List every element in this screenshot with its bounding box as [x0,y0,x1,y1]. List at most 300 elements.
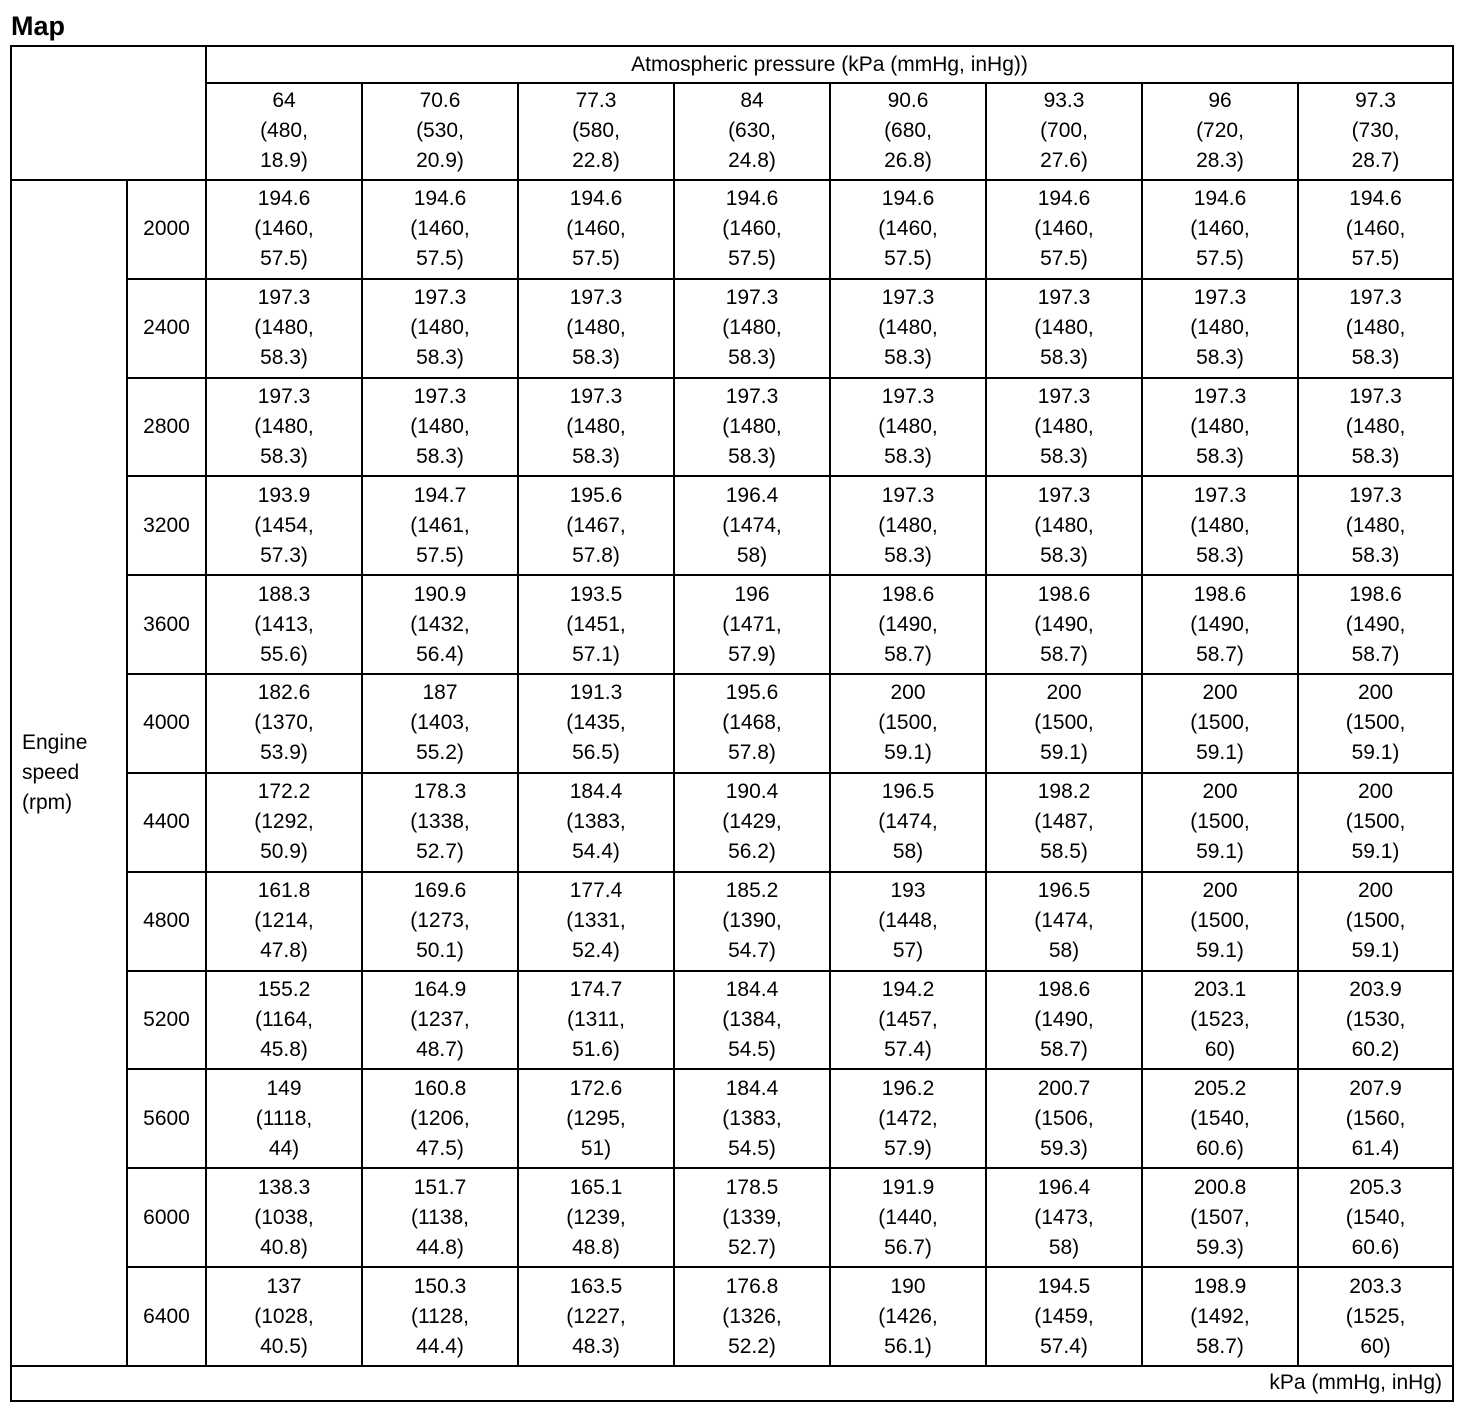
table-row [11,1267,1453,1366]
cell-line: (1206, [410,1106,470,1130]
cell-line: (1429, [722,810,782,834]
cell-line: 57.9) [884,1136,932,1160]
cell-line: 58.3) [1196,444,1244,468]
value-cell [362,180,518,279]
cell-line: 155.2 [257,978,311,1002]
value-cell [1298,378,1453,477]
cell-line: (1480, [410,316,470,340]
value-cell [830,476,986,575]
value-cell [206,872,362,971]
value-cell [518,575,674,674]
cell-line: 57.5) [416,247,464,271]
cell-line: 197.3 [413,286,467,310]
cell-line: 57.5) [416,543,464,567]
cell-line: (1390, [722,909,782,933]
cell-line: 190.9 [413,582,467,606]
cell-line: 58) [1048,1235,1080,1259]
cell-line: 203.3 [1349,1274,1402,1298]
cell-line: 207.9 [1349,1076,1402,1100]
value-cell [1298,872,1453,971]
cell-line: (1460, [1034,217,1094,241]
cell-line: 58) [1048,939,1080,963]
value-cell [830,575,986,674]
value-cell [830,872,986,971]
value-cell [830,971,986,1070]
cell-line: (1500, [1190,711,1250,735]
cell-line: 200.8 [1193,1175,1247,1199]
cell-line: (1480, [410,414,470,438]
cell-line: 58.7) [1351,642,1400,666]
cell-line: (1500, [878,711,938,735]
cell-line: 165.1 [569,1175,623,1199]
value-cell [518,180,674,279]
cell-line: 197.3 [881,286,935,310]
value-cell [1142,180,1298,279]
cell-line: (1118, [255,1106,313,1130]
cell-line: 93.3 [1043,89,1085,113]
cell-line: (1480, [722,414,782,438]
cell-line: 28.3) [1196,149,1244,173]
value-cell [518,1267,674,1366]
value-cell [830,674,986,773]
pressure-column-header [206,83,362,180]
value-cell [362,1168,518,1267]
cell-line: (1383, [722,1106,782,1130]
cell-line: 198.2 [1037,780,1091,804]
cell-line: 51) [580,1136,612,1160]
cell-line: (580, [572,119,620,143]
cell-line: 27.6) [1040,149,1088,173]
cell-line: 58) [892,840,924,864]
cell-line: 59.3) [1196,1235,1244,1259]
cell-line: 52.7) [416,840,464,864]
cell-line: 197.3 [881,384,935,408]
cell-line: 57) [892,939,924,963]
cell-line: (1540, [1190,1106,1250,1130]
value-cell [1142,872,1298,971]
rpm-cell: 4000 [127,674,206,773]
cell-line: (1560, [1345,1106,1406,1130]
cell-line: 57.8) [572,543,620,567]
cell-line: (1426, [878,1304,938,1328]
cell-line: 196.5 [1037,879,1091,903]
cell-line: 164.9 [413,978,467,1002]
cell-line: 195.6 [569,483,623,507]
value-cell [1298,575,1453,674]
rpm-cell: 3600 [127,575,206,674]
cell-line: 205.2 [1193,1076,1247,1100]
cell-line: (1525, [1345,1304,1406,1328]
cell-line: 56.7) [884,1235,932,1259]
cell-line: (1295, [566,1106,626,1130]
value-cell [674,1267,830,1366]
value-cell [518,1168,674,1267]
cell-line: 197.3 [413,384,467,408]
cell-line: 194.6 [1037,187,1091,211]
value-cell [674,575,830,674]
cell-line: (1490, [1345,612,1406,636]
cell-line: 194.6 [1193,187,1247,211]
rpm-cell: 5200 [127,971,206,1070]
cell-line: 84 [740,89,764,113]
value-cell [1298,1267,1453,1366]
value-cell [674,971,830,1070]
cell-line: 58.3) [728,346,776,370]
value-cell [1142,971,1298,1070]
cell-line: 196 [734,582,770,606]
cell-line: 56.4) [416,642,464,666]
cell-line: 58.3) [1040,543,1088,567]
cell-line: (1480, [878,316,938,340]
cell-line: 190 [890,1274,926,1298]
cell-line: 54.7) [728,939,776,963]
cell-line: 56.5) [572,741,620,765]
value-cell [1298,180,1453,279]
cell-line: 194.6 [413,187,467,211]
cell-line: 50.1) [416,939,464,963]
value-cell [830,279,986,378]
value-cell [1142,1069,1298,1168]
cell-line: 59.1) [1196,939,1244,963]
cell-line: 194.6 [1349,187,1402,211]
cell-line: 197.3 [1037,483,1091,507]
cell-line: (1461, [410,513,470,537]
cell-line: 196.5 [881,780,935,804]
cell-line: (1490, [878,612,938,636]
cell-line: (1500, [1345,909,1406,933]
table-row [11,1069,1453,1168]
value-cell [206,971,362,1070]
cell-line: 149 [266,1076,302,1100]
value-cell [362,378,518,477]
value-cell [986,575,1142,674]
cell-line: (1474, [1034,909,1094,933]
value-cell [206,1069,362,1168]
cell-line: 70.6 [419,89,461,113]
cell-line: 178.3 [413,780,467,804]
value-cell [674,1168,830,1267]
cell-line: 64 [272,89,296,113]
table-row [11,575,1453,674]
cell-line: (1480, [254,414,314,438]
cell-line: 57.5) [1351,247,1400,271]
cell-line: 198.6 [881,582,935,606]
cell-line: 194.6 [569,187,623,211]
cell-line: (1506, [1034,1106,1094,1130]
cell-line: 138.3 [257,1175,311,1199]
value-cell [518,476,674,575]
cell-line: 54.5) [728,1038,776,1062]
cell-line: 160.8 [413,1076,467,1100]
cell-line: (1480, [1034,316,1094,340]
cell-line: 44.4) [416,1334,464,1358]
value-cell [1298,773,1453,872]
header-row-pressures [11,83,1453,180]
cell-line: 59.3) [1040,1136,1088,1160]
value-cell [986,180,1142,279]
value-cell [362,872,518,971]
cell-line: 178.5 [725,1175,779,1199]
cell-line: (1403, [410,711,470,735]
cell-line: (1370, [254,711,314,735]
cell-line: (700, [1040,119,1088,143]
cell-line: (1311, [567,1008,625,1032]
cell-line: 57.4) [1040,1334,1088,1358]
cell-line: 172.6 [569,1076,623,1100]
cell-line: 52.4) [572,939,620,963]
value-cell [362,279,518,378]
cell-line: 58.3) [416,444,464,468]
cell-line: 58.3) [884,543,932,567]
cell-line: 193.9 [257,483,311,507]
value-cell [1298,1069,1453,1168]
value-cell [986,1168,1142,1267]
cell-line: 200 [1202,879,1238,903]
cell-line: speed [22,760,80,784]
cell-line: 44.8) [416,1235,464,1259]
cell-line: 203.1 [1193,978,1247,1002]
cell-line: 56.1) [884,1334,932,1358]
cell-line: (rpm) [22,790,73,814]
value-cell [986,773,1142,872]
cell-line: 60.6) [1196,1136,1244,1160]
cell-line: 137 [266,1274,302,1298]
cell-line: 59.1) [1351,741,1400,765]
cell-line: (1480, [566,316,626,340]
value-cell [206,1168,362,1267]
value-cell [986,674,1142,773]
cell-line: 194.6 [257,187,311,211]
cell-line: 172.2 [257,780,311,804]
table-row [11,773,1453,872]
table-row [11,180,1453,279]
cell-line: 194.6 [725,187,779,211]
cell-line: 54.4) [572,840,620,864]
cell-line: (1164, [255,1008,313,1032]
cell-line: 47.8) [260,939,308,963]
cell-line: 197.3 [725,286,779,310]
cell-line: 198.6 [1193,582,1247,606]
rpm-cell: 4400 [127,773,206,872]
cell-line: (1500, [1345,711,1406,735]
cell-line: 60.6) [1351,1235,1400,1259]
cell-line: 198.6 [1037,978,1091,1002]
cell-line: 191.3 [569,681,623,705]
cell-line: 161.8 [257,879,311,903]
value-cell [1142,575,1298,674]
cell-line: 58.3) [1351,444,1400,468]
cell-line: 57.1) [572,642,620,666]
cell-line: 58.5) [1040,840,1088,864]
rpm-cell: 5600 [127,1069,206,1168]
cell-line: 176.8 [725,1274,779,1298]
cell-line: 58) [736,543,768,567]
value-cell [674,773,830,872]
value-cell [362,1069,518,1168]
cell-line: 58.3) [416,346,464,370]
value-cell [1142,476,1298,575]
value-cell [206,575,362,674]
cell-line: 200 [1202,681,1238,705]
cell-line: 20.9) [416,149,464,173]
cell-line: (1467, [566,513,626,537]
cell-line: (1460, [566,217,626,241]
cell-line: 197.3 [257,286,311,310]
value-cell [1142,1267,1298,1366]
cell-line: (630, [728,119,776,143]
value-cell [206,773,362,872]
cell-line: 58.7) [1040,642,1088,666]
value-cell [518,1069,674,1168]
cell-line: 96 [1208,89,1232,113]
value-cell [1298,279,1453,378]
cell-line: 57.3) [260,543,308,567]
value-cell [362,575,518,674]
cell-line: 48.3) [572,1334,620,1358]
cell-line: (1490, [1034,612,1094,636]
cell-line: (1480, [1345,513,1406,537]
cell-line: (1457, [878,1008,938,1032]
value-cell [986,476,1142,575]
rpm-cell: 6400 [127,1267,206,1366]
cell-line: (1480, [1190,513,1250,537]
cell-line: 57.5) [1196,247,1244,271]
cell-line: (1471, [722,612,782,636]
cell-line: (680, [884,119,932,143]
cell-line: 51.6) [572,1038,620,1062]
rpm-cell: 2000 [127,180,206,279]
value-cell [518,773,674,872]
cell-line: (1413, [254,612,314,636]
cell-line: 58.7) [884,642,932,666]
cell-line: (1507, [1190,1205,1250,1229]
cell-line: 28.7) [1351,149,1400,173]
cell-line: (1440, [878,1205,938,1229]
cell-line: 52.7) [728,1235,776,1259]
cell-line: 50.9) [260,840,308,864]
cell-line: 200.7 [1037,1076,1091,1100]
cell-line: 58.7) [1196,1334,1244,1358]
cell-line: 198.9 [1193,1274,1247,1298]
value-cell [206,378,362,477]
cell-line: 197.3 [1037,286,1091,310]
cell-line: (1338, [410,810,470,834]
cell-line: (1326, [722,1304,782,1328]
cell-line: (1500, [1034,711,1094,735]
value-cell [986,872,1142,971]
cell-line: 60.2) [1351,1038,1400,1062]
cell-line: 184.4 [569,780,623,804]
cell-line: (1480, [1190,414,1250,438]
footer-row [11,1366,1453,1401]
value-cell [1298,674,1453,773]
value-cell [362,971,518,1070]
cell-line: 190.4 [725,780,779,804]
cell-line: (1460, [722,217,782,241]
cell-line: (1432, [410,612,470,636]
cell-line: (1384, [722,1008,782,1032]
cell-line: 197.3 [725,384,779,408]
cell-line: (1480, [722,316,782,340]
engine-speed-label [11,180,127,1366]
cell-line: (730, [1351,119,1400,143]
cell-line: (1480, [566,414,626,438]
cell-line: 197.3 [569,384,623,408]
value-cell [830,1069,986,1168]
cell-line: 197.3 [257,384,311,408]
value-cell [518,378,674,477]
cell-line: 26.8) [884,149,932,173]
cell-line: (1448, [878,909,938,933]
cell-line: 196.4 [725,483,779,507]
cell-line: (480, [260,119,308,143]
cell-line: 59.1) [1351,939,1400,963]
cell-line: 194.7 [413,483,467,507]
cell-line: 191.9 [881,1175,935,1199]
cell-line: 194.5 [1037,1274,1091,1298]
cell-line: (1474, [722,513,782,537]
cell-line: 197.3 [569,286,623,310]
cell-line: 194.6 [881,187,935,211]
cell-line: 61.4) [1351,1136,1400,1160]
value-cell [362,674,518,773]
value-cell [518,971,674,1070]
cell-line: 58.7) [1040,1038,1088,1062]
cell-line: 150.3 [413,1274,467,1298]
value-cell [674,674,830,773]
value-cell [206,180,362,279]
map-table [10,45,1454,1402]
cell-line: (1480, [1034,513,1094,537]
cell-line: 53.9) [260,741,308,765]
cell-line: 40.8) [260,1235,308,1259]
cell-line: (1459, [1034,1304,1094,1328]
cell-line: 197.3 [1349,483,1402,507]
pressure-column-header [518,83,674,180]
cell-line: 57.5) [884,247,932,271]
cell-line: (1480, [878,513,938,537]
value-cell [1298,476,1453,575]
cell-line: 196.2 [881,1076,935,1100]
cell-line: (1435, [566,711,626,735]
cell-line: (1227, [566,1304,626,1328]
cell-line: 200 [1202,780,1238,804]
cell-line: (1028, [254,1304,314,1328]
cell-line: 55.2) [416,741,464,765]
pressure-column-header [1142,83,1298,180]
cell-line: (1472, [878,1106,938,1130]
cell-line: (1480, [1034,414,1094,438]
cell-line: 47.5) [416,1136,464,1160]
rpm-cell: 2800 [127,378,206,477]
cell-line: 163.5 [569,1274,623,1298]
cell-line: 58.3) [1040,444,1088,468]
cell-line: 58.3) [1351,543,1400,567]
cell-line: 193.5 [569,582,623,606]
cell-line: 200 [1357,780,1394,804]
cell-line: (1480, [878,414,938,438]
cell-line: (1523, [1190,1008,1250,1032]
value-cell [362,476,518,575]
cell-line: 59.1) [1351,840,1400,864]
cell-line: 57.8) [728,741,776,765]
cell-line: 58.3) [1196,543,1244,567]
cell-line: 48.7) [416,1038,464,1062]
cell-line: (1451, [566,612,626,636]
cell-line: (1460, [878,217,938,241]
cell-line: 174.7 [569,978,623,1002]
value-cell [830,378,986,477]
